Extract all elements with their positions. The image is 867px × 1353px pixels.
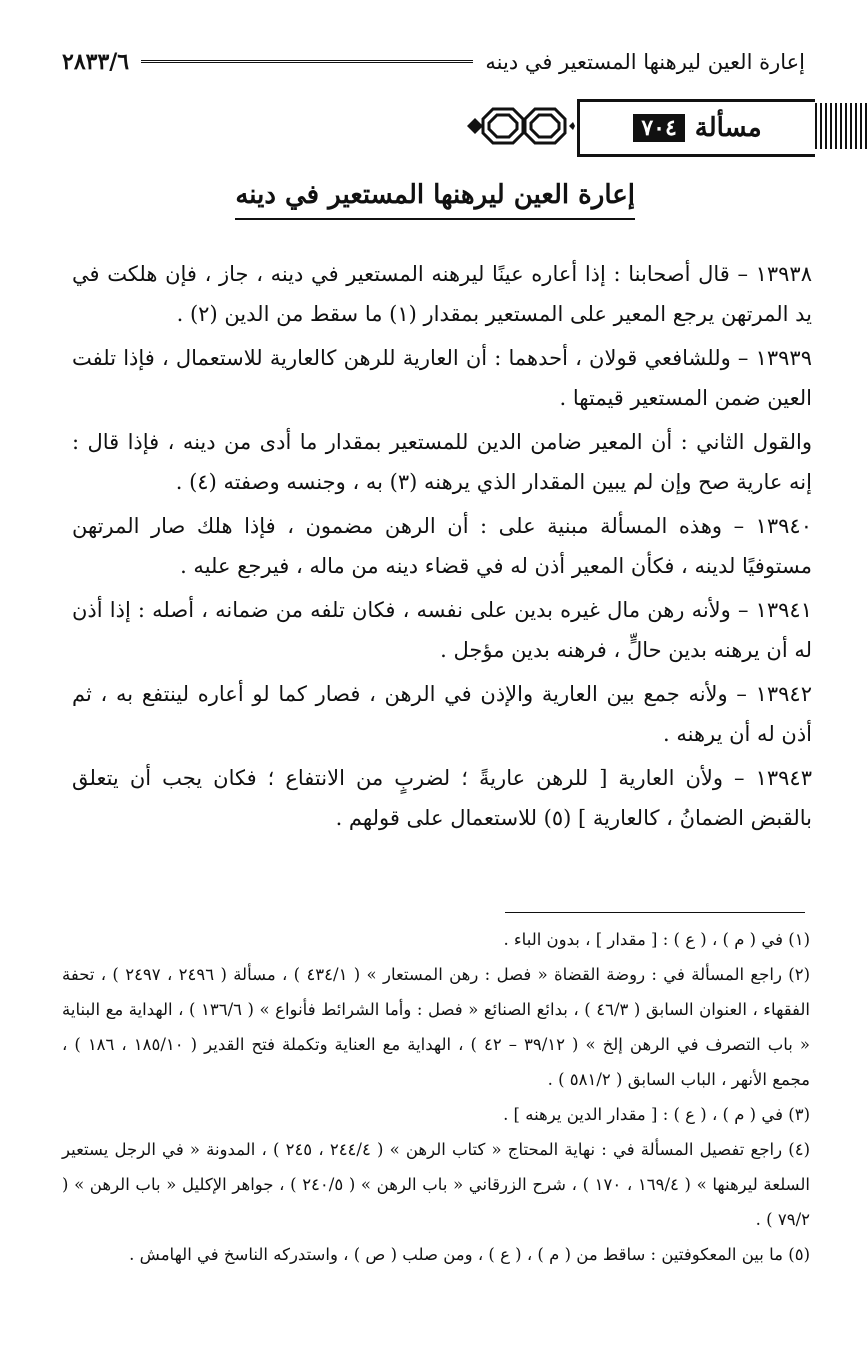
page-reference: ٢٨٣٣/٦ [62,49,130,75]
paragraph-13942: ١٣٩٤٢ – ولأنه جمع بين العارية والإذن في الرهن ، فصار كما لو أعاره لينتفع به ، ثم أذن له أن يرهنه . [72,682,812,746]
paragraph-13938: ١٣٩٣٨ – قال أصحابنا : إذا أعاره عينًا ليرهنه المستعير في دينه ، جاز ، فإن هلكت في يد المرتهن يرجع المعير على المستعير بمقدار (١) ما سقط من الدين (٢) . [72,262,812,326]
banner-stripes [815,103,867,149]
masala-label-box [577,99,815,157]
section-title-block [235,180,635,220]
paragraph-13940: ١٣٩٤٠ – وهذه المسألة مبنية على : أن الرهن مضمون ، فإذا هلك صار المرتهن مستوفيًا لدينه ، فكأن المعير أذن له في قضاء دينه من ماله ، فيرجع عليه . [72,514,812,578]
masala-banner [307,99,867,155]
header-rule [141,60,473,65]
footnote-3: (٣) في ( م ) ، ( ع ) : [ مقدار الدين يرهنه ] . [503,1105,810,1124]
footnote-5: (٥) ما بين المعكوفتين : ساقط من ( م ) ، ( ع ) ، ومن صلب ( ص ) ، واستدركه الناسخ في الهامش . [129,1245,810,1264]
paragraph-13939: ١٣٩٣٩ – وللشافعي قولان ، أحدهما : أن العارية للرهن كالعارية للاستعمال ، فإذا تلفت العين ضمن المستعير قيمتها . [72,346,812,410]
footnotes [62,922,810,1272]
footnote-4: (٤) راجع تفصيل المسألة في : نهاية المحتاج « كتاب الرهن » ( ٢٤٤/٤ ، ٢٤٥ ) ، المدونة « في الرجل يستعير السلعة ليرهنها » ( ١٦٩/٤ ، ١٧٠ ) ، شرح الزرقاني « باب الرهن » ( ٢٤٠/٥ ) ، جواهر الإكليل « باب الرهن » ( ٧٩/٢ ) . [62,1140,810,1229]
footnote-rule [505,912,805,913]
footnote-2: (٢) راجع المسألة في : روضة القضاة « فصل : رهن المستعار » ( ٤٣٤/١ ) ، مسألة ( ٢٤٩٦ ، ٢٤٩٧ ) ، تحفة الفقهاء ، العنوان السابق ( ٤٦/٣ ) ، بدائع الصنائع « فصل : وأما الشرائط فأنواع » ( ١٣٦/٦ ) ، الهداية مع البناية « باب التصرف في الرهن إلخ » ( ٣٩/١٢ – ٤٢ ) ، الهداية مع العناية وتكملة فتح القدير ( ١٨٥/١٠ ، ١٨٦ ) ، مجمع الأنهر ، الباب السابق ( ٥٨١/٢ ) . [62,965,811,1089]
masala-number: ٧٠٤ [633,114,684,142]
paragraph-13943: ١٣٩٤٣ – ولأن العارية [ للرهن عاريةً ؛ لضربٍ من الانتفاع ؛ فكان يجب أن يتعلق بالقبض الضمانُ ، كالعارية ] (٥) للاستعمال على قولهم . [72,766,812,830]
section-title: إعارة العين ليرهنها المستعير في دينه [235,180,635,220]
body-text [72,254,812,842]
paragraph-second-opinion: والقول الثاني : أن المعير ضامن الدين للمستعير بمقدار ما أدى من دينه ، فإذا قال : إنه عارية صح وإن لم يبين المقدار الذي يرهنه (٣) به ، وجنسه وصفته (٤) . [72,430,812,494]
paragraph-13941: ١٣٩٤١ – ولأنه رهن مال غيره بدين على نفسه ، فكان تلفه من ضمانه ، أصله : إذا أذن له أن يرهنه بدين حالٍّ ، فرهنه بدين مؤجل . [72,598,812,662]
footnote-1: (١) في ( م ) ، ( ع ) : [ مقدار ] ، بدون الباء . [503,930,810,949]
masala-label: مسألة [694,113,762,143]
running-title: إعارة العين ليرهنها المستعير في دينه [485,50,805,74]
running-header [62,40,805,84]
ornament-icon [465,103,575,149]
